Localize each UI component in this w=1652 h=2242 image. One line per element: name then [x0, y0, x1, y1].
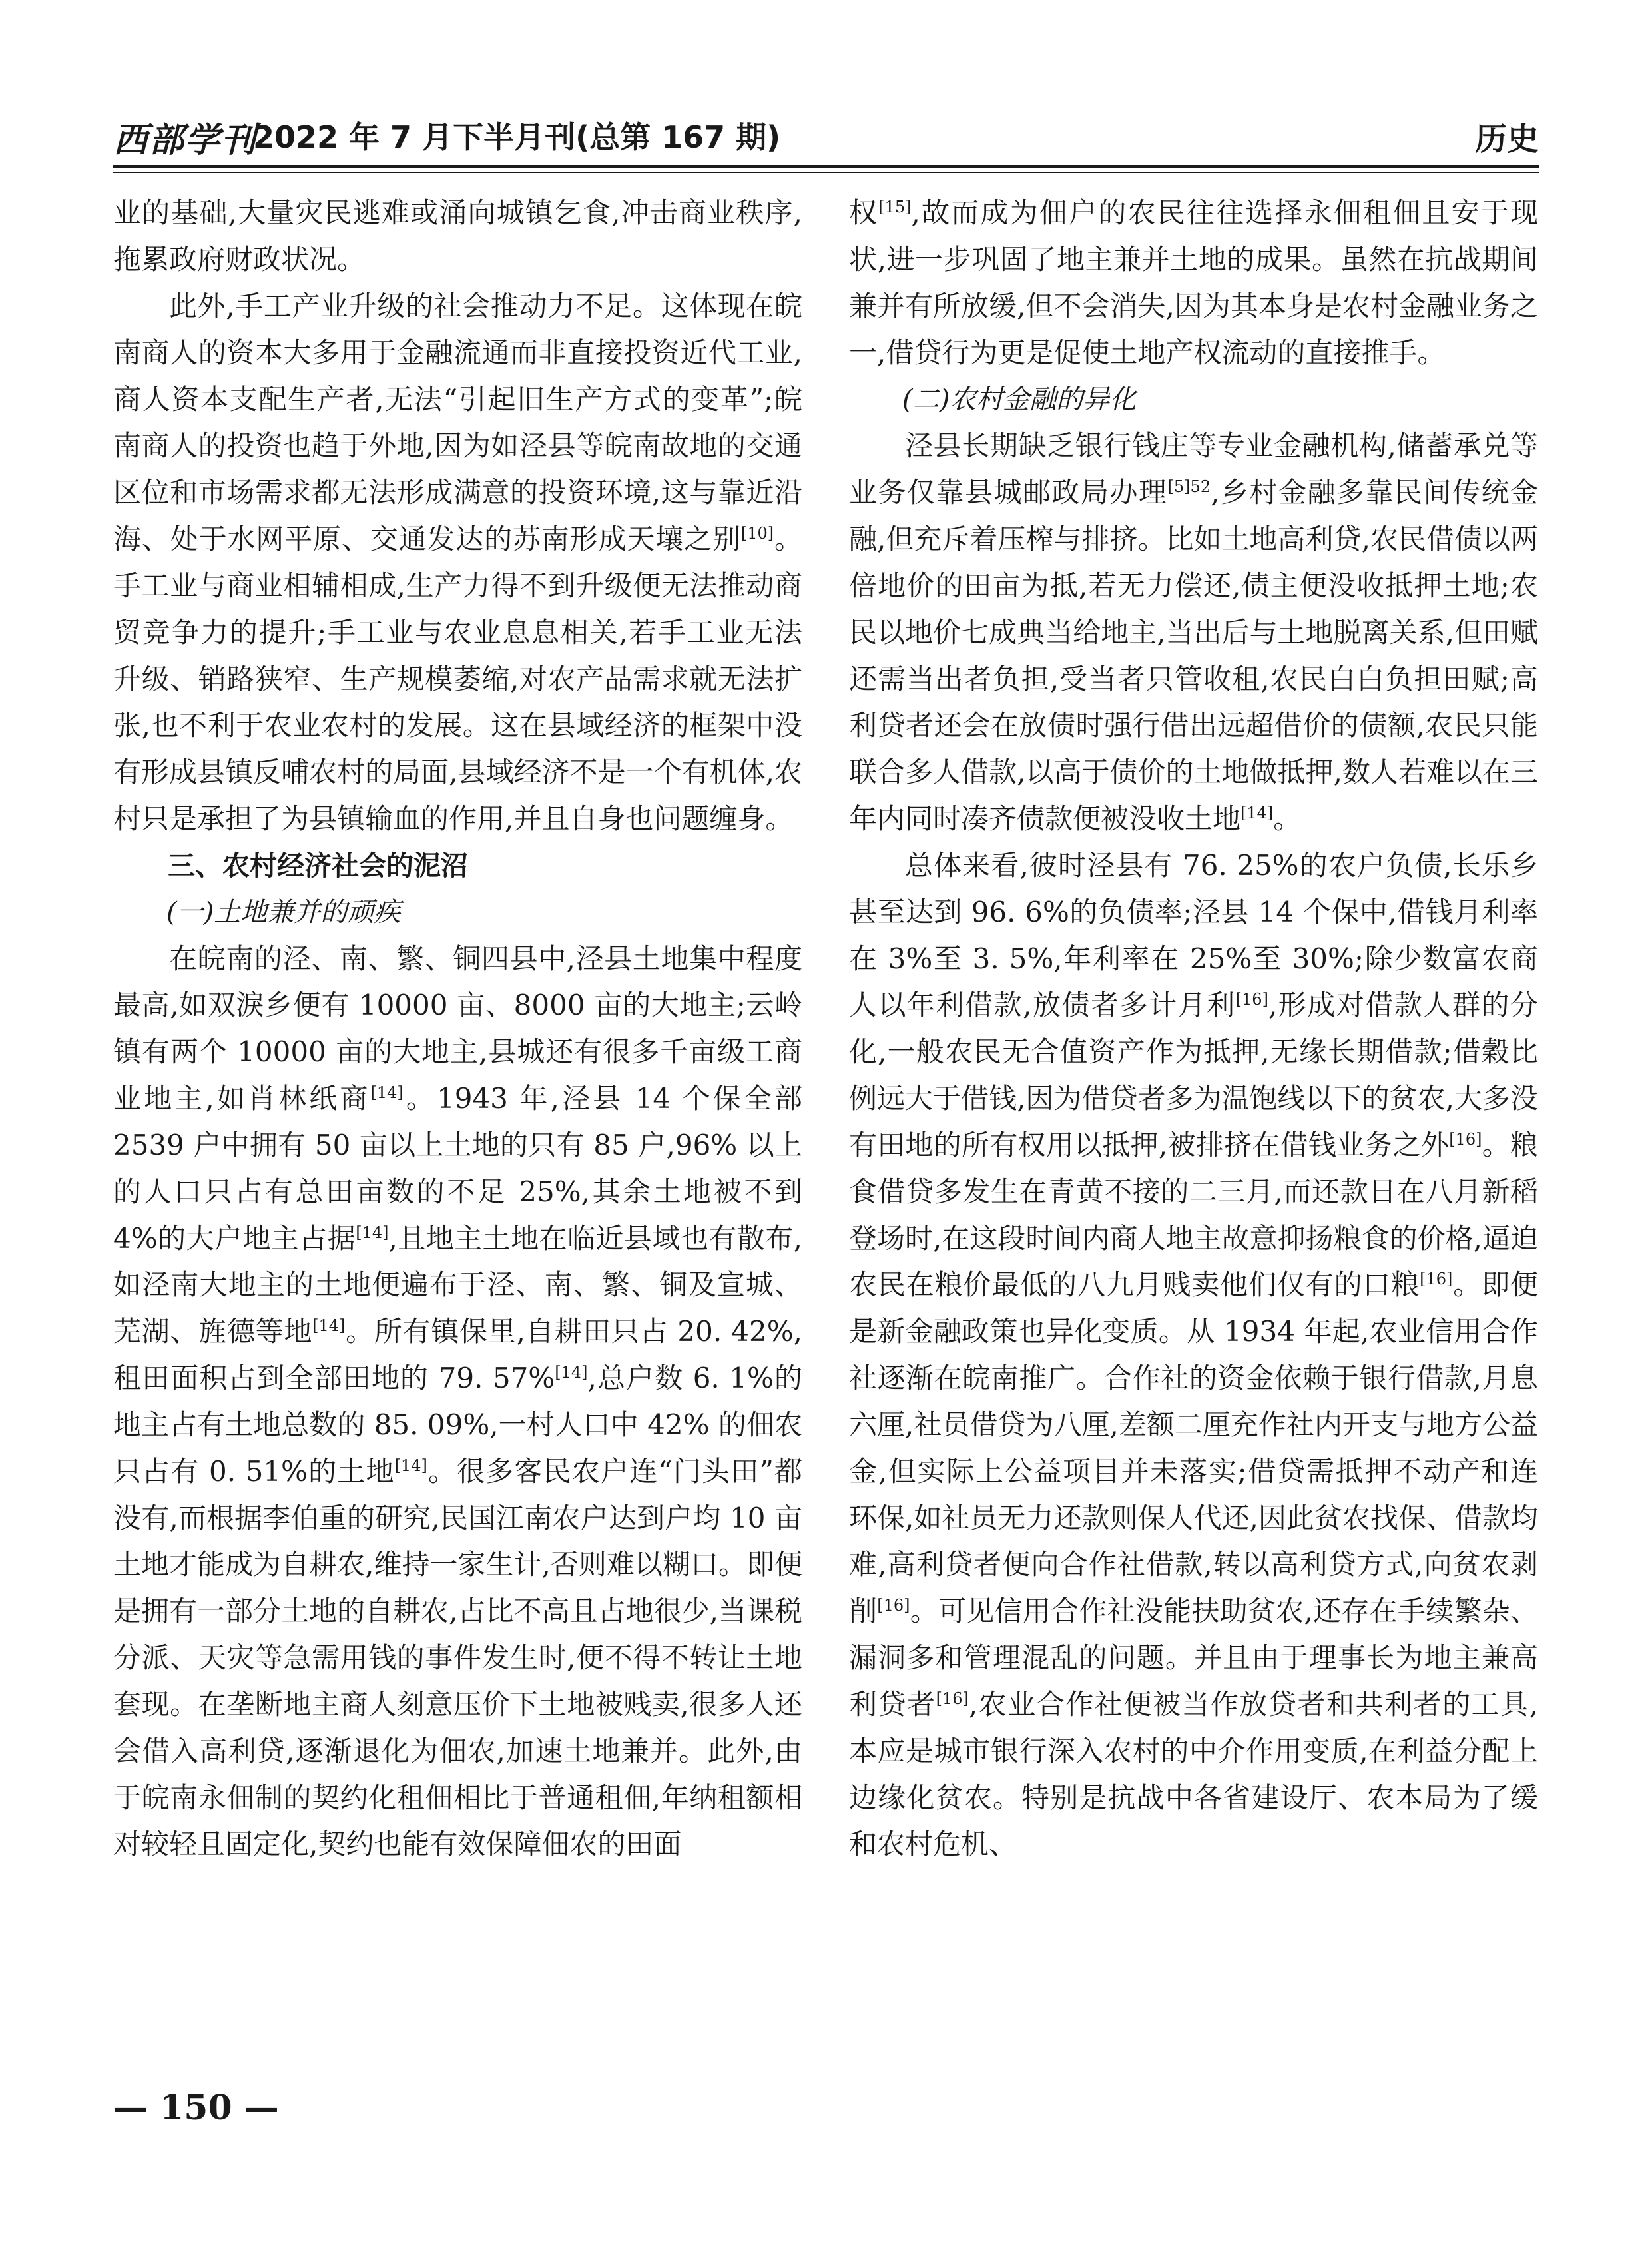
paragraph: 总体来看,彼时泾县有 76. 25%的农户负债,长乐乡甚至达到 96. 6%的负债率;泾县 14 个保中,借钱月利率在 3%至 3. 5%,年利率在 25%至 30%;除少数富农商人以年利借款,放债者多计月利[16],形成对借款人群的分化,一般农民无合值资产作为抵押,无缘长期借款;借穀比例远大于借钱,因为借贷者多为温饱线以下的贫农,大多没有田地的所有权用以抵押,被排挤在借钱业务之外[16]。粮食借贷多发生在青黄不接的二三月,而还款日在八月新稻登场时,在这段时间内商人地主故意抑扬粮食的价格,逼迫农民在粮价最低的八九月贱卖他们仅有的口粮[16]。即便是新金融政策也异化变质。从 1934 年起,农业信用合作社逐渐在皖南推广。合作社的资金依赖于银行借款,月息六厘,社员借贷为八厘,差额二厘充作社内开支与地方公益金,但实际上公益项目并未落实;借贷需抵押不动产和连环保,如社员无力还款则保人代还,因此贫农找保、借款均难,高利贷者便向合作社借款,转以高利贷方式,向贫农剥削[16]。可见信用合作社没能扶助贫农,还存在手续繁杂、漏洞多和管理混乱的问题。并且由于理事长为地主兼高利贷者[16],农业合作社便被当作放贷者和共利者的工具,本应是城市银行深入农村的中介作用变质,在利益分配上边缘化贫农。特别是抗战中各省建设厅、农本局为了缓和农村危机、 — [849, 849, 1538, 1860]
subsection-heading: (一)土地兼并的顽疾 — [166, 897, 401, 928]
citation: [14] — [356, 1223, 389, 1242]
header-rule-thick — [113, 165, 1539, 168]
citation: [14] — [555, 1363, 588, 1382]
section-heading: 三、农村经济社会的泥沼 — [168, 850, 468, 882]
subsection-heading: (二)农村金融的异化 — [902, 384, 1137, 415]
citation: [16] — [936, 1689, 969, 1708]
citation: [16] — [877, 1596, 910, 1615]
paragraph: 业的基础,大量灾民逃难或涌向城镇乞食,冲击商业秩序,拖累政府财政状况。 — [113, 196, 802, 276]
citation: [10] — [740, 524, 774, 543]
citation: [16] — [1449, 1130, 1482, 1149]
citation: [14] — [370, 1083, 404, 1102]
citation: [5]52 — [1167, 477, 1211, 496]
journal-logo: 西部学刊 — [113, 120, 258, 160]
citation: [15] — [878, 198, 912, 216]
citation: [14] — [1240, 804, 1274, 822]
section-label: 历史 — [1474, 121, 1539, 158]
page-number: — 150 — — [113, 2088, 279, 2128]
paragraph: 泾县长期缺乏银行钱庄等专业金融机构,储蓄承兑等业务仅靠县城邮政局办理$^{[5]52}$,乡村金融多靠民间传统金融,但充斥着压榨与排挤。比如土地高利贷,农民借债以两倍地价的田亩为抵,若无力偿还,债主便没收抵押土地;农民以地价七成典当给地主,当出后与土地脱离关系,但田赋还需当出者负担,受当者只管收租,农民白白负担田赋;高利贷者还会在放债时强行借出远超借价的债额,农民只能联合多人借款,以高于债价的土地做抵押,数人若难以在三年内同时凑齐债款便被没收土地[14]。 — [849, 429, 1538, 835]
left-column — [113, 190, 802, 1868]
citation: [16] — [1420, 1270, 1453, 1288]
citation: [14] — [394, 1456, 427, 1475]
paragraph: 此外,手工产业升级的社会推动力不足。这体现在皖南商人的资本大多用于金融流通而非直接投资近代工业,商人资本支配生产者,无法“引起旧生产方式的变革”;皖南商人的投资也趋于外地,因为如泾县等皖南故地的交通区位和市场需求都无法形成满意的投资环境,这与靠近沿海、处于水网平原、交通发达的苏南形成天壤之别[10]。手工业与商业相辅相成,生产力得不到升级便无法推动商贸竞争力的提升;手工业与农业息息相关,若手工业无法升级、销路狭窄、生产规模萎缩,对农产品需求就无法扩张,也不利于农业农村的发展。这在县域经济的框架中没有形成县镇反哺农村的局面,县域经济不是一个有机体,农村只是承担了为县镇输血的作用,并且自身也问题缠身。 — [113, 290, 802, 835]
citation: [14] — [312, 1316, 346, 1335]
paragraph: 权[15],故而成为佃户的农民往往选择永佃租佃且安于现状,进一步巩固了地主兼并土地的成果。虽然在抗战期间兼并有所放缓,但不会消失,因为其本身是农村金融业务之一,借贷行为更是促使土地产权流动的直接推手。 — [849, 196, 1538, 369]
issue-info: 2022 年 7 月下半月刊(总第 167 期) — [253, 119, 781, 155]
header-rule-thin — [113, 172, 1539, 173]
paragraph: 在皖南的泾、南、繁、铜四县中,泾县土地集中程度最高,如双淚乡便有 10000 亩、8000 亩的大地主;云岭镇有两个 10000 亩的大地主,县城还有很多千亩级工商业地主,如肖林纸商[14]。1943 年,泾县 14 个保全部 2539 户中拥有 50 亩以上土地的只有 85 户,96% 以上的人口只占有总田亩数的不足 25%,其余土地被不到 4%的大户地主占据[14],且地主土地在临近县域也有散布,如泾南大地主的土地便遍布于泾、南、繁、铜及宣城、芜湖、旌德等地[14]。所有镇保里,自耕田只占 20. 42%,租田面积占到全部田地的 79. 57%[14],总户数 6. 1%的地主占有土地总数的 85. 09%,一村人口中 42% 的佃农只占有 0. 51%的土地[14]。很多客民农户连“门头田”都没有,而根据李伯重的研究,民国江南农户达到户均 10 亩土地才能成为自耕农,维持一家生计,否则难以糊口。即便是拥有一部分土地的自耕农,占比不高且占地很少,当课税分派、天灾等急需用钱的事件发生时,便不得不转让土地套现。在垄断地主商人刻意压价下土地被贱卖,很多人还会借入高利贷,逐渐退化为佃农,加速土地兼并。此外,由于皖南永佃制的契约化租佃相比于普通租佃,年纳租额相对较轻且固定化,契约也能有效保障佃农的田面 — [113, 942, 802, 1860]
right-column — [849, 190, 1538, 1868]
page-header — [113, 112, 1539, 158]
citation: [16] — [1235, 990, 1268, 1009]
